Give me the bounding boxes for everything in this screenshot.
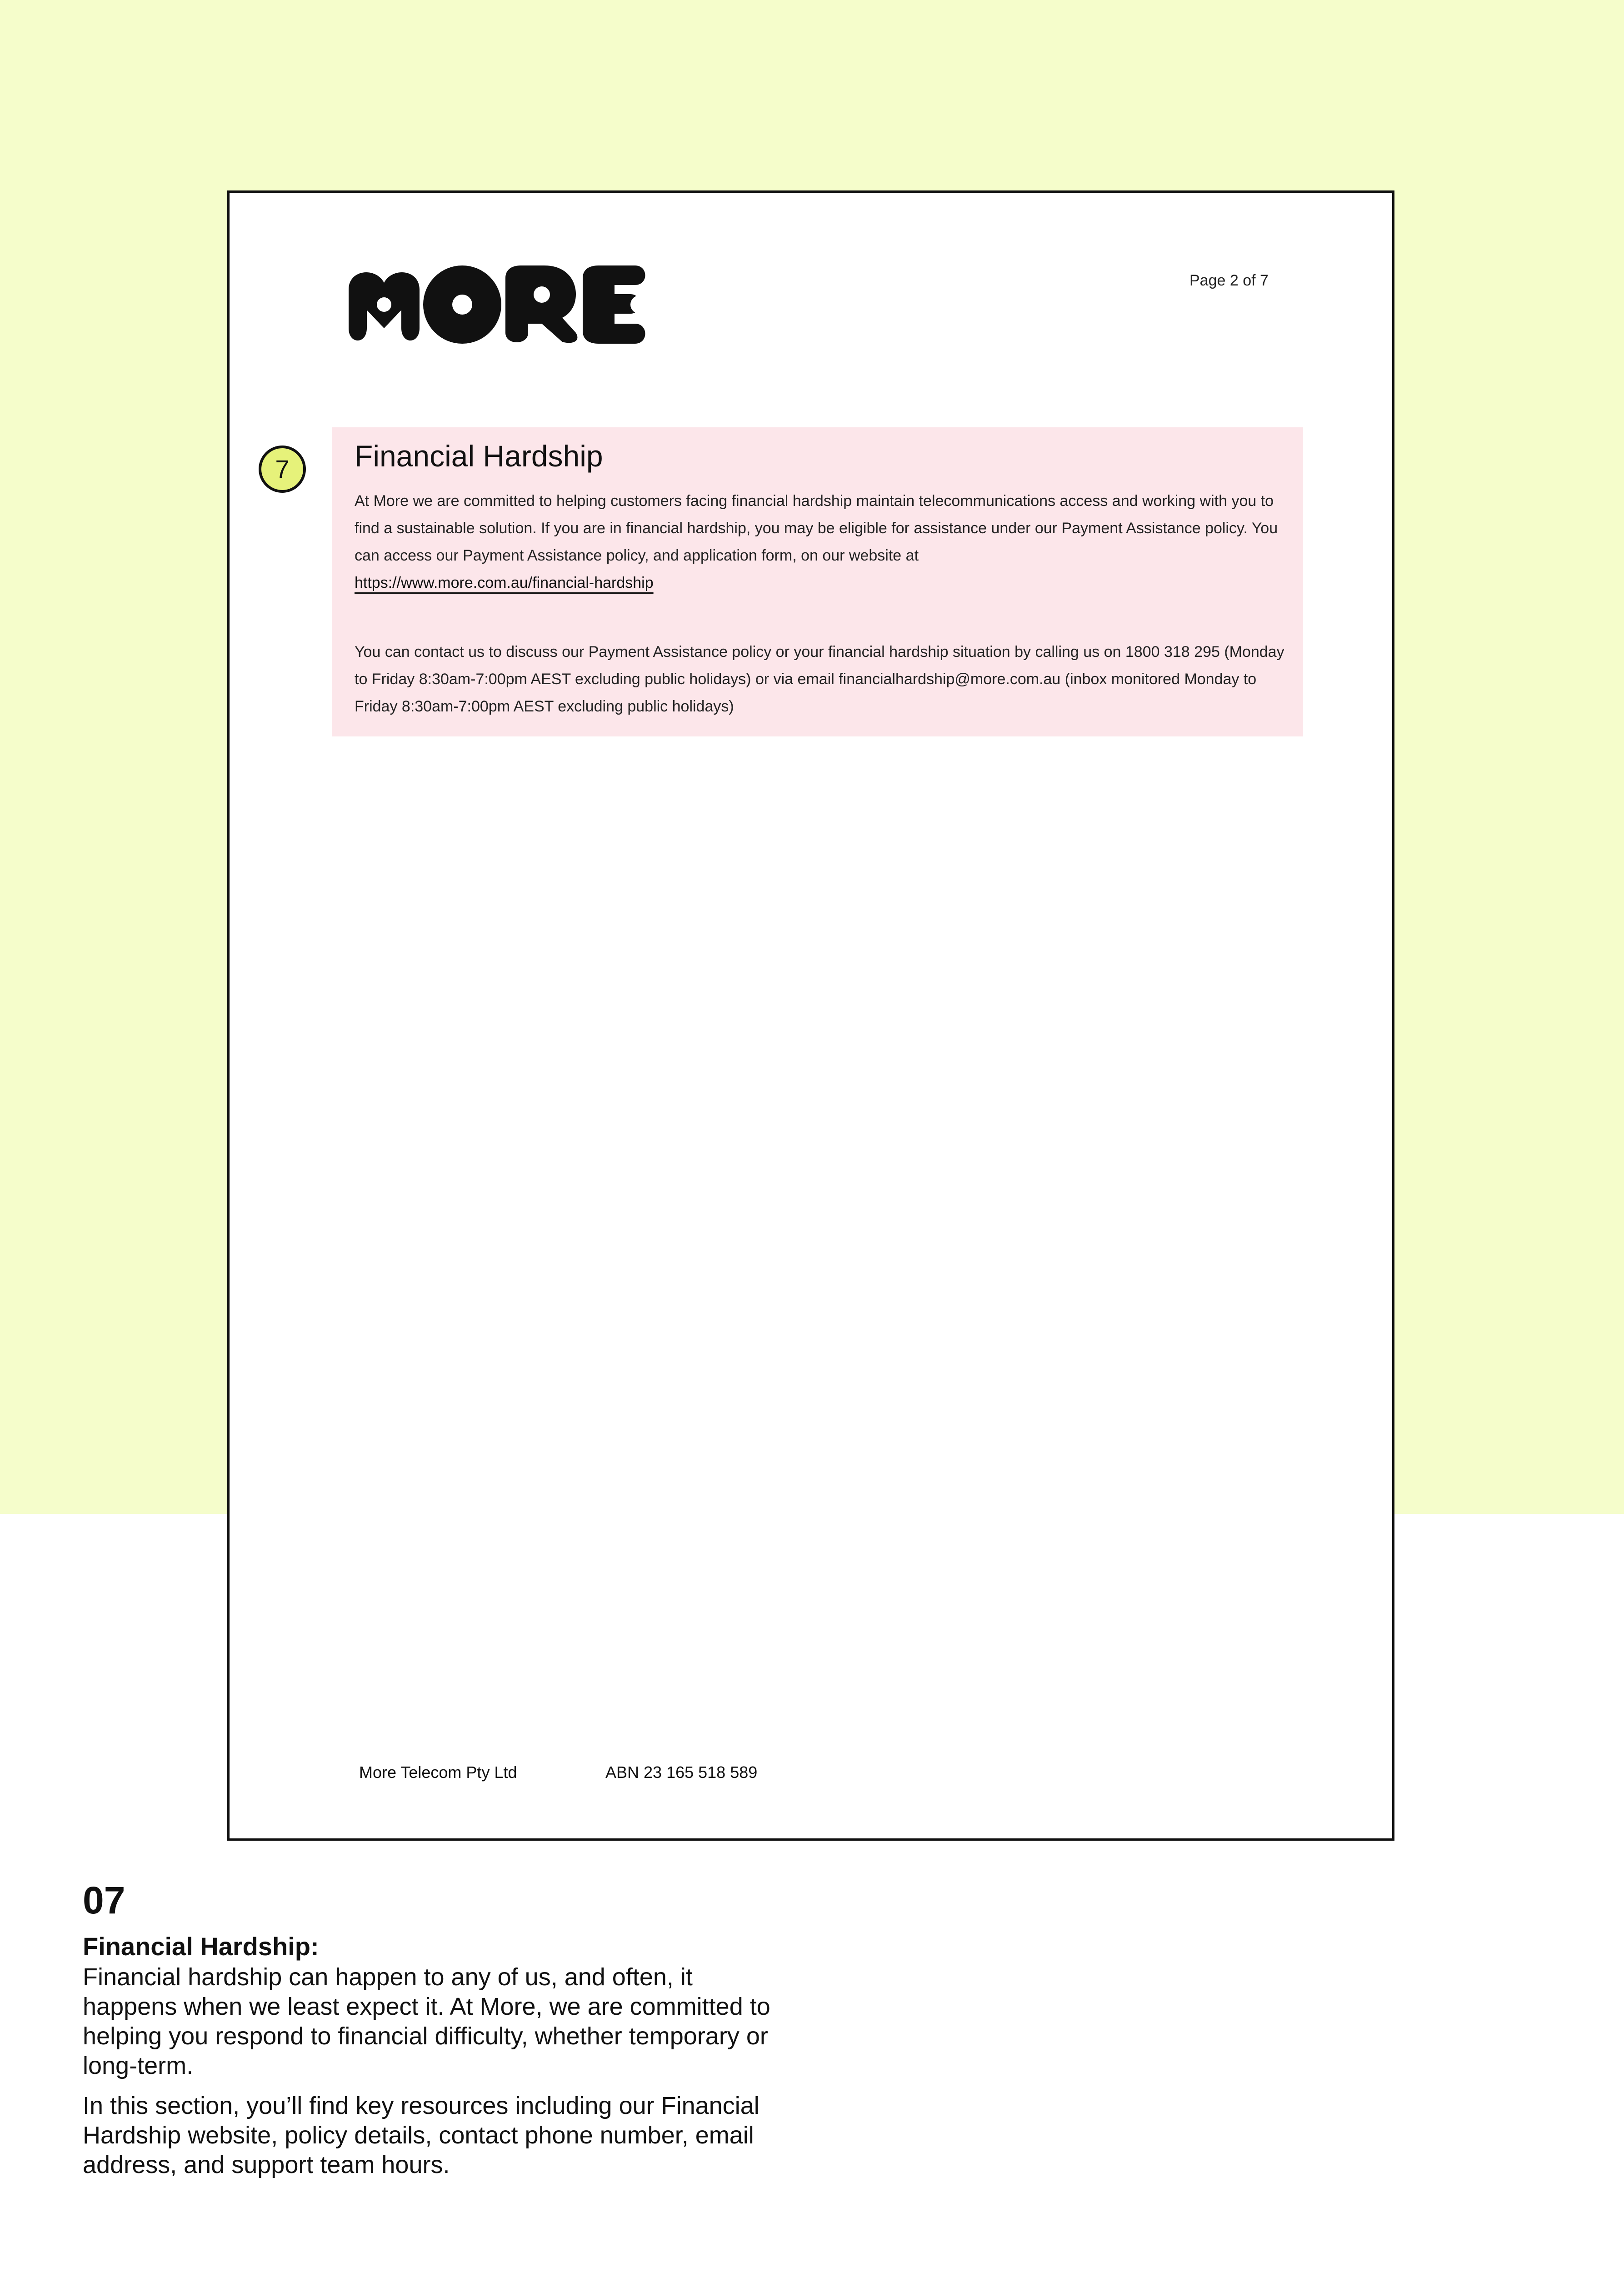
panel-title: Financial Hardship	[355, 439, 603, 473]
step-number-badge: 7	[259, 446, 306, 493]
section-body-paragraph-2: In this section, you’ll find key resources including our Financial Hardship website, policy details, contact phone number, email address, and support team hours.	[83, 2092, 760, 2178]
section-body-paragraph-1: Financial hardship can happen to any of us, and often, it happens when we least expect it. At More, we are committed to helping you respond to financial difficulty, whether temporary or long-term.	[83, 1963, 770, 2079]
page-number: Page 2 of 7	[1189, 272, 1269, 289]
section-heading: Financial Hardship:	[83, 1932, 319, 1961]
panel-paragraph-1	[355, 487, 1291, 596]
more-logo	[349, 265, 649, 345]
panel-paragraph-1-text: At More we are committed to helping customers facing financial hardship maintain telecommunications access and working with you to find a sustainable solution. If you are in financial hardship, you may be eligible for assistance under our Payment Assistance policy. You can access our Payment Assistance policy, and application form, on our website at	[355, 492, 1278, 564]
document-page	[227, 190, 1394, 1841]
footer-company-name: More Telecom Pty Ltd	[359, 1763, 517, 1782]
footer-abn: ABN 23 165 518 589	[605, 1763, 758, 1782]
panel-paragraph-2: You can contact us to discuss our Payment Assistance policy or your financial hardship situation by calling us on 1800 318 295 (Monday to Friday 8:30am-7:00pm AEST excluding public holidays) or via email financialhardship@more.com.au (inbox monitored Monday to Friday 8:30am-7:00pm AEST excluding public holidays)	[355, 643, 1284, 715]
financial-hardship-panel	[332, 427, 1303, 736]
financial-hardship-link[interactable]: https://www.more.com.au/financial-hardship	[355, 574, 654, 591]
section-number: 07	[83, 1879, 125, 1922]
